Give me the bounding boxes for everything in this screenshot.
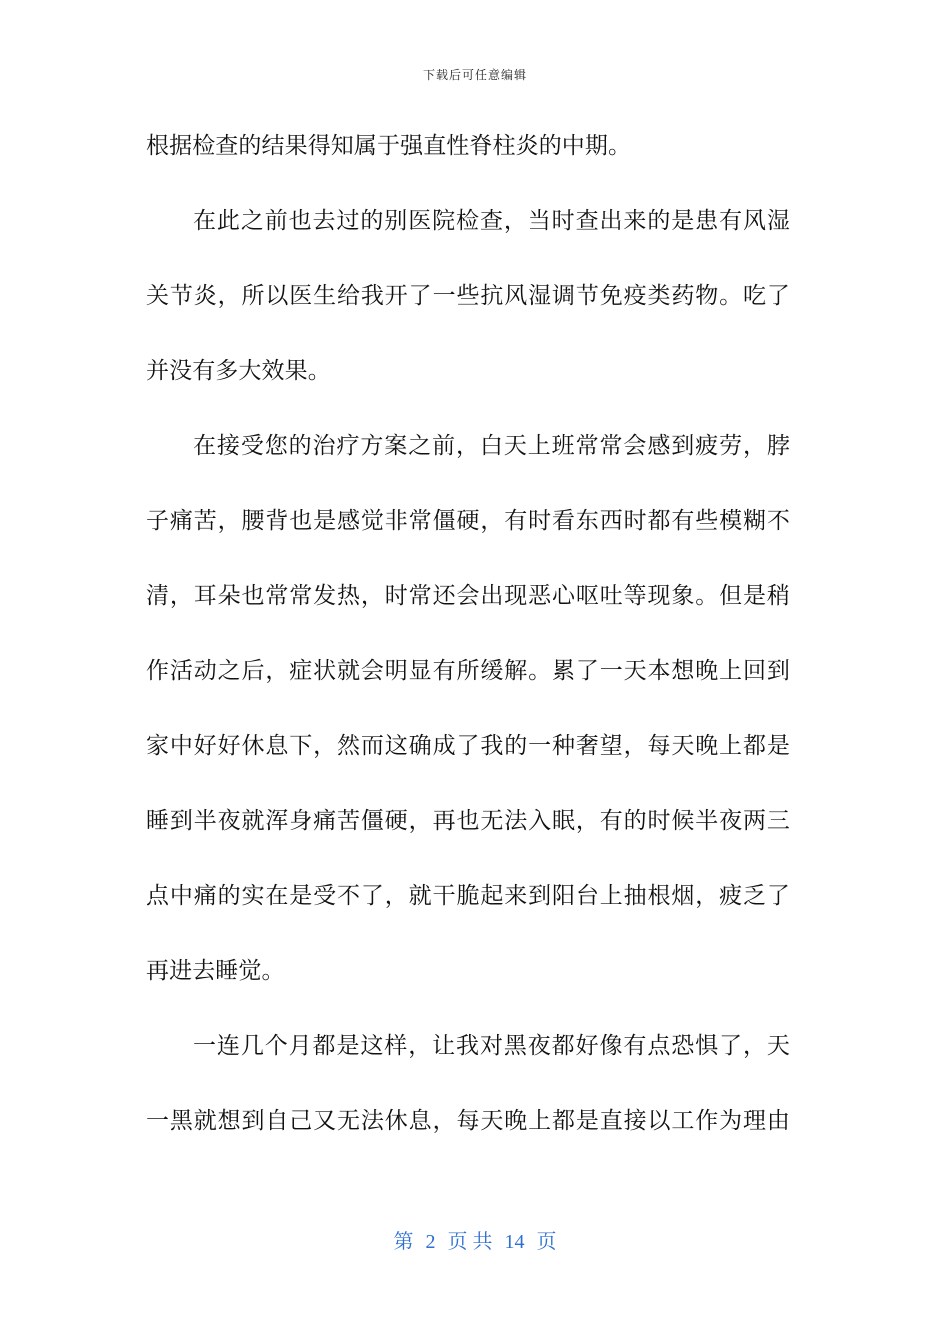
footer-prefix: 第	[393, 1231, 414, 1253]
text-line: 子痛苦，腰背也是感觉非常僵硬，有时看东西时都有些模糊不	[146, 508, 790, 534]
text-line: 家中好好休息下，然而这确成了我的一种奢望，每天晚上都是	[146, 733, 790, 759]
header-note: 下载后可任意编辑	[422, 68, 527, 82]
text-line: 一黑就想到自己又无法休息，每天晚上都是直接以工作为理由	[146, 1108, 790, 1134]
footer-middle: 页 共	[447, 1231, 493, 1253]
text-line: 一连几个月都是这样，让我对黑夜都好像有点恐惧了，天	[193, 1033, 790, 1059]
text-line: 清，耳朵也常常发热，时常还会出现恶心呕吐等现象。但是稍	[146, 583, 790, 609]
current-page-number: 2	[425, 1231, 436, 1253]
text-line: 再进去睡觉。	[146, 958, 285, 984]
footer-suffix: 页	[536, 1231, 557, 1253]
text-line: 关节炎，所以医生给我开了一些抗风湿调节免疫类药物。吃了	[146, 283, 790, 309]
page-number-footer	[0, 1225, 950, 1254]
document-body	[146, 122, 796, 1172]
text-line: 在此之前也去过的别医院检查，当时查出来的是患有风湿	[193, 208, 790, 234]
text-line: 在接受您的治疗方案之前，白天上班常常会感到疲劳，脖	[193, 433, 790, 459]
text-line: 点中痛的实在是受不了，就干脆起来到阳台上抽根烟，疲乏了	[146, 883, 790, 909]
text-line: 作活动之后，症状就会明显有所缓解。累了一天本想晚上回到	[146, 658, 790, 684]
text-line: 并没有多大效果。	[146, 358, 331, 384]
text-line: 根据检查的结果得知属于强直性脊柱炎的中期。	[146, 133, 632, 159]
total-pages: 14	[504, 1231, 525, 1253]
text-line: 睡到半夜就浑身痛苦僵硬，再也无法入眠，有的时候半夜两三	[146, 808, 790, 834]
